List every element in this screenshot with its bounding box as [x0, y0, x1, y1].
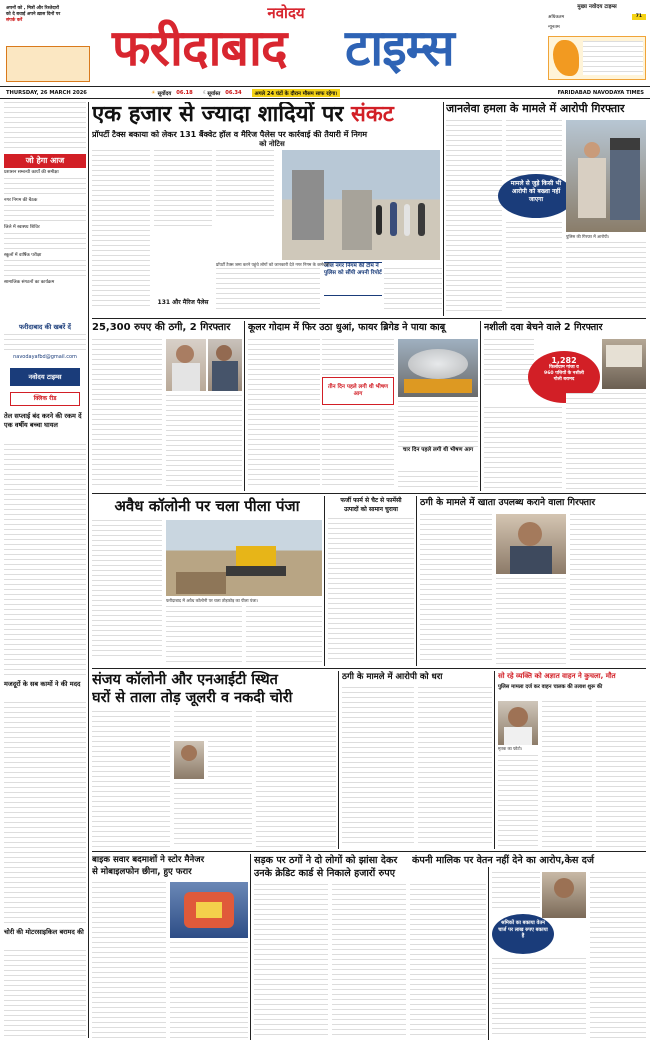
click-read-label: क्लिक रीड: [33, 395, 57, 402]
fire-callout-2: चार दिन पहले लगी थी भीषण आग: [402, 447, 474, 453]
cyber-headline-2: उनके क्रेडिट कार्ड से निकाले हजारों रुपए: [254, 868, 396, 879]
lead-quote: आज नगर निगम की टीम ने पुलिस को सौंपी अपनी रिपोर्ट: [324, 262, 382, 296]
salary-headline: कंपनी मालिक पर वेतन नहीं देने का आरोप,केस दर्ज: [412, 854, 646, 867]
sanjay-headline-1: संजय कॉलोनी और एनआईटी स्थित: [92, 672, 278, 688]
accident-story: [498, 671, 646, 849]
sidebar-story2-headline: मजदूरों के सब कामों ने की मदद: [4, 680, 81, 688]
attack-photo-caption: पुलिस की गिरफ्त में आरोपी।: [566, 234, 610, 239]
bike-photo: [170, 882, 248, 938]
lead-story: [92, 102, 442, 316]
fraud-photo: [496, 514, 566, 574]
drugs-photo: [602, 339, 646, 389]
lead-deck: प्रॉपर्टी टैक्स बकाया को लेकर 131 बैंक्वेट हॉल व मैरिज पैलेस पर कार्रवाई की तैयारी में निगम: [92, 130, 368, 139]
right-weather-box: मुख्य नवोदय टाइम्स अधिकतम 71 न्यूनतम: [548, 2, 646, 82]
weather-strip: THURSDAY, 26 MARCH 2026 ☀ सूर्योदय 06.18 ☾ सूर्यास्त 06.34 अगले 24 घंटों के दौरान मौसम साफ रहेगा। FARIDABAD NAVODAYA TIMES: [0, 86, 650, 99]
masthead-title-left: फरीदाबाद: [112, 19, 287, 77]
click-read-box[interactable]: [10, 392, 80, 406]
lead-headline: एक हजार से ज्यादा शादियों पर संकट: [92, 102, 394, 127]
bike-story: [92, 854, 248, 1040]
salary-photo: [542, 872, 586, 918]
sidebar-logo: नवोदय टाइम्स: [10, 368, 80, 386]
lead-photo: [282, 150, 440, 260]
moon-icon: ☾: [202, 89, 208, 96]
drugs-headline: नशीली दवा बेचने वाले 2 गिरफ्तार: [484, 322, 603, 333]
sidebar-points: प्रशासन सम्बन्धी कार्यों की समीक्षा नगर निगम की बैठक जिले में स्वास्थ्य शिविर स्कूलों में वार्षिक परीक्षा सामाजिक संगठनों का कार्यक्रम: [4, 170, 86, 318]
arrest-headline: ठगी के मामले में आरोपी को धरा: [342, 672, 443, 682]
sanjay-headline-2: घरों से ताला तोड़ जूलरी व नकदी चोरी: [92, 690, 293, 706]
attack-story: [446, 102, 646, 316]
fraud-story: [420, 496, 646, 666]
fraud-headline: ठगी के मामले में खाता उपलब्ध कराने वाला गिरफ्तार: [420, 497, 596, 508]
attack-headline: जानलेवा हमला के मामले में आरोपी गिरफ्तार: [446, 102, 625, 115]
attack-pull-quote: मामले से जुड़े किसी भी आरोपी को बख्शा नहीं जाएगा: [498, 174, 574, 218]
cyber-headline-1: सड़क पर ठगों ने दो लोगों को झांसा देकर: [254, 855, 398, 866]
lead-photo-caption: प्रॉपर्टी टैक्स जमा करने पहुंचे लोगों को जानकारी देते नगर निगम के कर्मचारी।: [216, 262, 332, 267]
sidebar: [4, 102, 86, 1040]
dateline-paper: FARIDABAD NAVODAYA TIMES: [557, 89, 644, 96]
fire-story: [248, 321, 478, 491]
drugs-badge: 1,282 किलोग्राम गांजा व 960 पत्तियों के नशीली गोली बरामद: [528, 351, 600, 403]
sidebar-story3-headline: चोरी की मोटरसाइकिल बरामद की: [4, 928, 84, 936]
page-number: 71: [632, 14, 646, 20]
contact-email[interactable]: navodayafbd@gmail.com: [13, 354, 77, 360]
accident-photo: [498, 701, 538, 745]
lead-sub: को नोटिस: [259, 140, 285, 148]
right-top-label: मुख्य नवोदय टाइम्स: [577, 4, 617, 10]
fire-photo: [398, 339, 478, 397]
left-promo-ad: [6, 46, 90, 82]
dateline-date: THURSDAY, 26 MARCH 2026: [6, 89, 87, 96]
masthead-title-top: नवोदय: [267, 4, 305, 22]
salary-pull-quote: श्रमिकों का बकाया वेतन चार्ज पर लाख रुपए बकाया है: [492, 914, 554, 954]
masthead: [0, 0, 650, 86]
sidebar-heading: जो हेगा आज: [4, 154, 86, 168]
bike-headline-2: से मोबाइलफोन छीना, हुए फरार: [92, 867, 192, 877]
thug-story: [92, 321, 242, 491]
sanjay-photo: [174, 741, 204, 779]
pharma-headline: फर्जी फार्म से चैट से फार्मेसी: [340, 497, 402, 504]
attack-photo: [566, 120, 646, 232]
cyber-story: [254, 854, 486, 1040]
contact-heading: फरीदाबाद की खबरें दें: [19, 323, 71, 331]
fire-callout-1: तीन दिन पहले लगी थी भीषण आग: [322, 377, 394, 405]
thug-headline: 25,300 रुपए की ठगी, 2 गिरफ्तार: [92, 322, 231, 333]
thug-photo: [166, 339, 206, 391]
weather-map: [548, 36, 646, 80]
drugs-story: [484, 321, 646, 491]
colony-story: [92, 496, 322, 666]
colony-photo-caption: फरीदाबाद में अवैध कॉलोनी पर चला तोड़फोड़ का पीला पंजा।: [166, 598, 259, 603]
sanjay-story: [92, 671, 336, 849]
accident-sub: पुलिस मामला दर्ज कर वाहन चालक की तलाश शुरू की: [498, 684, 603, 690]
pharma-headline-2: उत्पादों को सामान चुराया: [344, 506, 398, 513]
fire-headline: कूलर गोदाम में फिर उठा धुआं, फायर ब्रिगेड ने पाया काबू: [248, 322, 446, 333]
colony-photo: [166, 520, 322, 596]
lead-headline-highlight: संकट: [351, 102, 394, 127]
salary-story: [412, 854, 646, 1040]
pharma-story: [328, 496, 414, 666]
arrest-story: [342, 671, 492, 849]
accident-headline: सो रहे व्यक्ति को अज्ञात वाहन ने कुचला, मौत: [498, 672, 616, 680]
accident-photo-caption: मृतक का फोटो।: [498, 746, 523, 751]
sidebar-story1-headline: तेल सप्लाई बंद करने की रकम दें एक वर्षीय बच्चा घायल: [4, 412, 82, 429]
bike-headline-1: बाइक सवार बदमाशों ने स्टोर मैनेजर: [92, 855, 205, 865]
lead-callout: 131 और मैरिज पैलेस: [157, 299, 209, 306]
colony-headline: अवैध कॉलोनी पर चला पीला पंजा: [114, 497, 300, 515]
sun-icon: ☀: [151, 89, 156, 96]
masthead-title-right: टाइम्स: [345, 19, 454, 77]
left-promo: अपनों को , मित्रों और रिश्तेदारों को दे बधाई अपने ख़ास दिनों पर संपर्क करें: [6, 6, 61, 23]
